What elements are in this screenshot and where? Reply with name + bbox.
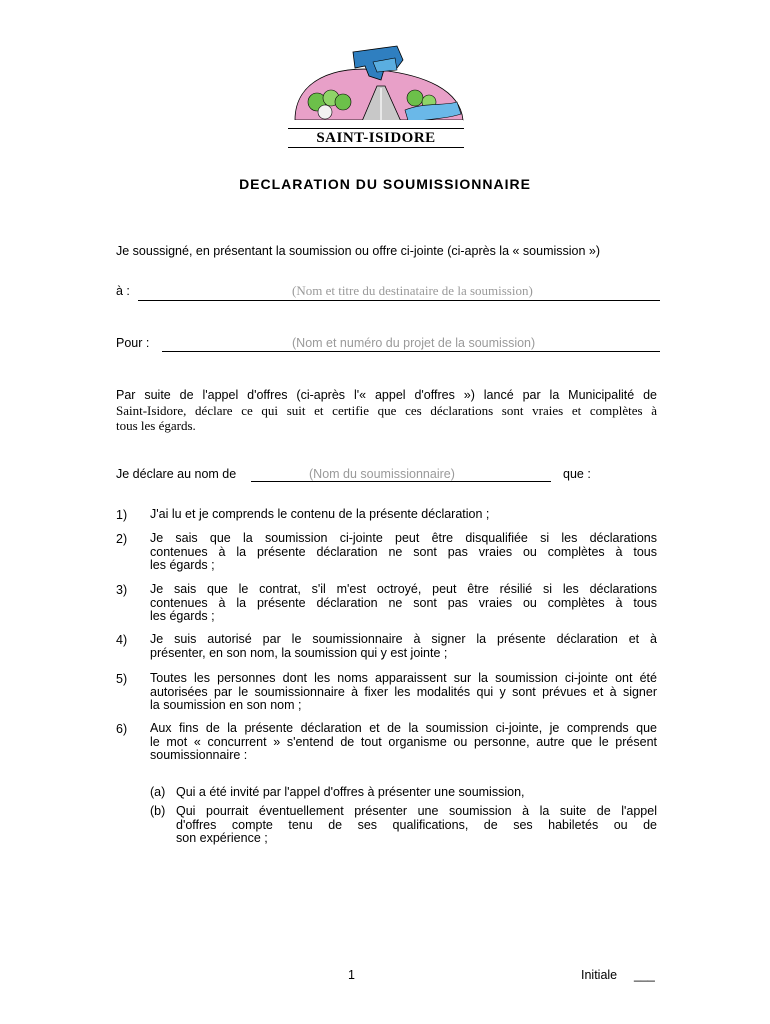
item-number: 3) (116, 583, 128, 597)
project-placeholder: (Nom et numéro du projet de la soumission) (292, 336, 536, 350)
item-line: Je sais que le contrat, s'il m'est octroyé, peut être résilié si les déclarations (150, 582, 657, 596)
sub-item-line: son expérience ; (176, 831, 268, 845)
paragraph-line-2: Saint-Isidore, déclare ce qui suit et certifie que ces déclarations sont vraies et complètes à (116, 403, 657, 418)
item-line: Aux fins de la présente déclaration et de la soumission ci-jointe, je comprends que (150, 721, 657, 735)
sub-item-text (176, 805, 657, 846)
intro-text: Je soussigné, en présentant la soumission ou offre ci-jointe (ci-après la « soumission ») (116, 244, 601, 258)
bidder-placeholder: (Nom du soumissionnaire) (309, 467, 455, 481)
item-text (150, 583, 657, 624)
item-number: 4) (116, 633, 128, 647)
item-line: soumissionnaire : (150, 748, 248, 762)
bidder-underline (251, 481, 551, 482)
logo-text: SAINT-ISIDORE (288, 128, 464, 148)
item-line: les égards ; (150, 609, 215, 623)
project-field[interactable] (116, 336, 660, 356)
item-line: la soumission en son nom ; (150, 698, 302, 712)
paragraph-line-3: tous les égards. (116, 418, 196, 433)
item-number: 6) (116, 722, 128, 736)
paragraph-line-1: Par suite de l'appel d'offres (ci-après l'« appel d'offres ») lancé par la Municipalité de (116, 388, 657, 402)
item-text (150, 633, 657, 660)
item-line: les égards ; (150, 558, 215, 572)
item-text (150, 532, 657, 573)
sub-item-line: Qui pourrait éventuellement présenter une soumission à la suite de l'appel (176, 804, 657, 818)
declare-prefix: Je déclare au nom de (116, 467, 237, 481)
item-line: contenues à la présente déclaration ne sont pas vraies ou complètes à tous (150, 544, 657, 559)
sub-item-text (176, 786, 657, 800)
project-label: Pour : (116, 336, 150, 350)
project-underline (162, 351, 660, 352)
item-line: Je sais que la soumission ci-jointe peut être disqualifiée si les déclarations (150, 531, 657, 545)
item-line: le mot « concurrent » s'entend de tout organisme ou personne, autre que le présent (150, 734, 657, 749)
bidder-name-field[interactable] (116, 467, 596, 485)
declare-suffix: que : (563, 467, 591, 481)
initiale-field[interactable]: ___ (634, 968, 655, 982)
recipient-placeholder: (Nom et titre du destinataire de la soumission) (292, 283, 533, 298)
sub-item-label: (b) (150, 804, 166, 818)
sub-item-line: d'offres compte tenu de ses qualifications, de ses habiletés ou de (176, 817, 657, 832)
item-text (150, 672, 657, 713)
recipient-label: à : (116, 284, 130, 298)
item-line: Je suis autorisé par le soumissionnaire à signer la présente déclaration et à (150, 632, 657, 646)
item-line: contenues à la présente déclaration ne sont pas vraies ou complètes à tous (150, 595, 657, 610)
sub-item-label: (a) (150, 785, 166, 799)
document-title: DECLARATION DU SOUMISSIONNAIRE (239, 176, 531, 192)
recipient-underline (138, 300, 660, 301)
item-line: autorisées par le soumissionnaire à fixer les modalités qui y sont prévues et à signer (150, 684, 657, 699)
item-number: 5) (116, 672, 128, 686)
item-text (150, 508, 657, 522)
page-number: 1 (348, 968, 355, 982)
item-line: présenter, en son nom, la soumission qui y est jointe ; (150, 645, 448, 660)
sub-item-line: Qui a été invité par l'appel d'offres à présenter une soumission, (176, 785, 525, 799)
item-number: 1) (116, 508, 128, 522)
item-text (150, 722, 657, 763)
initiale-label: Initiale (581, 968, 618, 982)
item-line: J'ai lu et je comprends le contenu de la présente déclaration ; (150, 507, 490, 521)
item-line: Toutes les personnes dont les noms apparaissent sur la soumission ci-jointe ont été (150, 671, 657, 685)
recipient-field[interactable] (116, 284, 660, 304)
item-number: 2) (116, 532, 128, 546)
intro-paragraph (116, 388, 657, 433)
